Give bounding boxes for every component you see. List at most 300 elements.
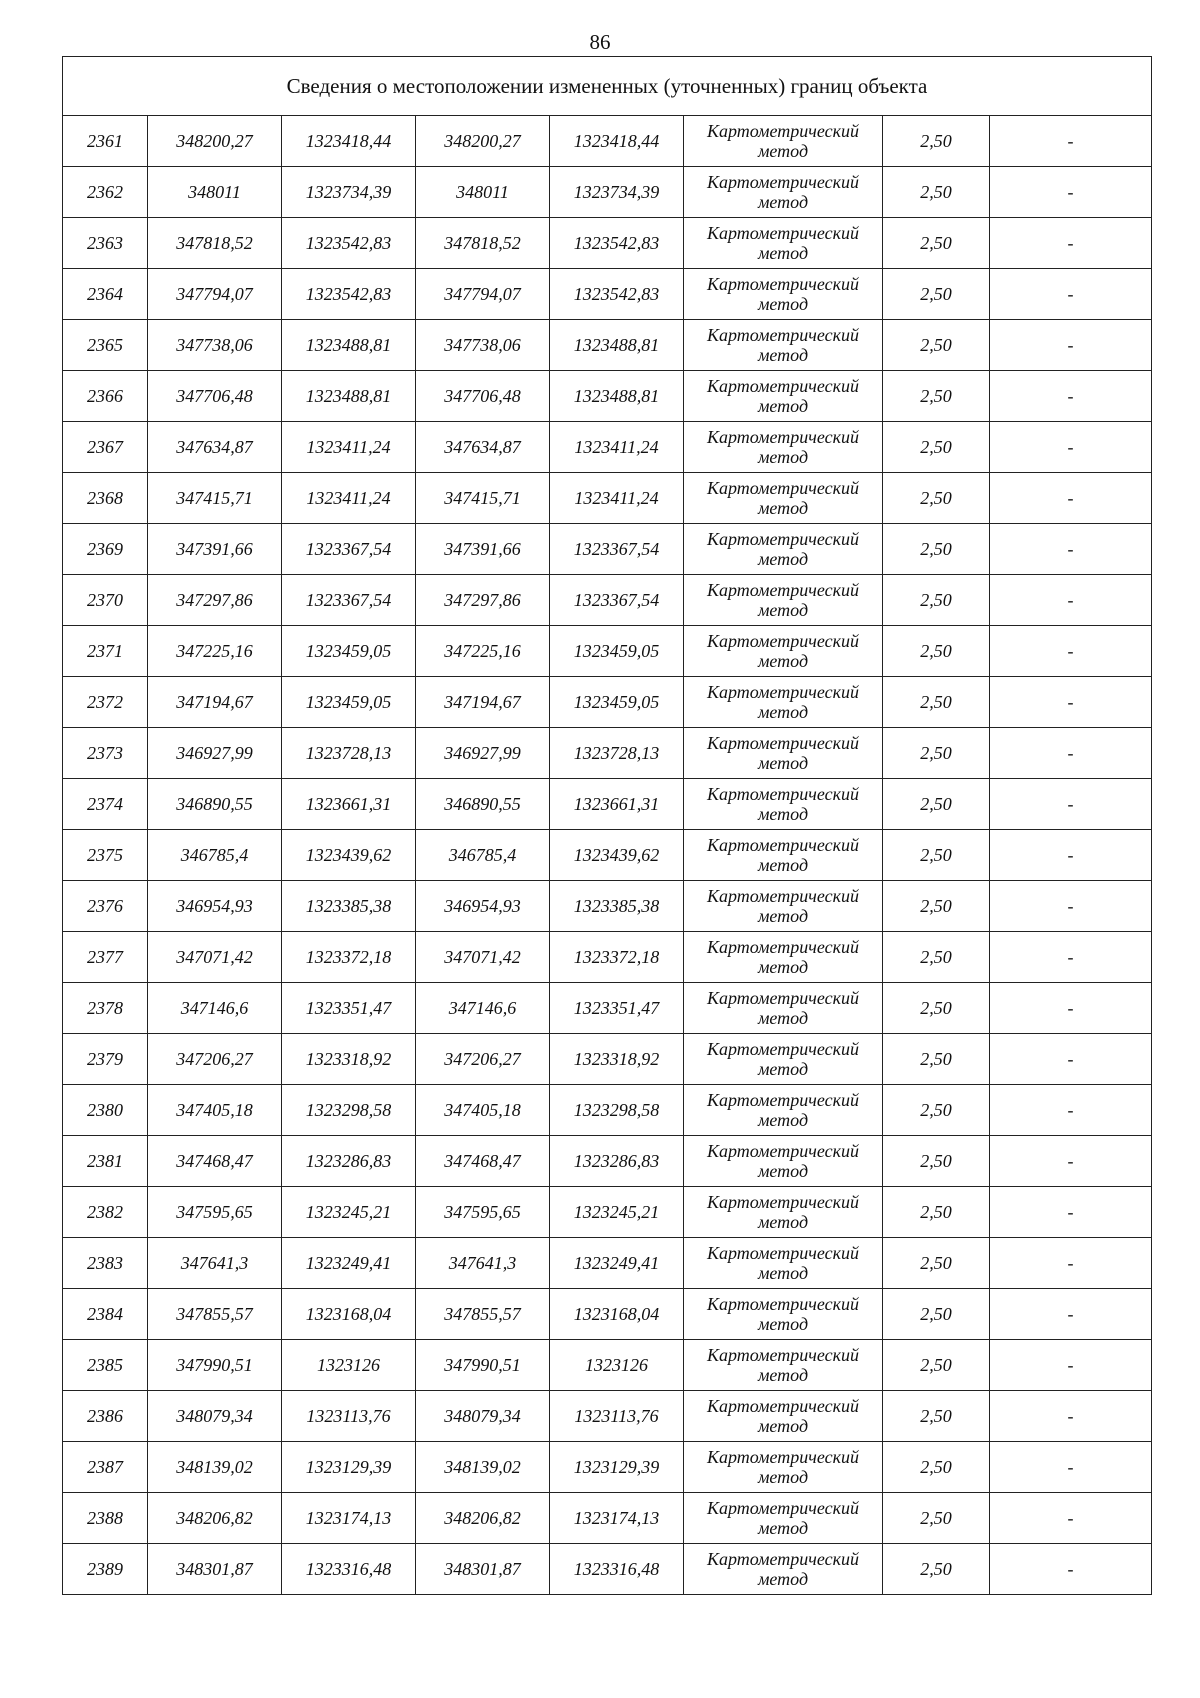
table-row (63, 1034, 1152, 1085)
method-cell (684, 626, 883, 677)
table-row (63, 677, 1152, 728)
table-row (63, 1238, 1152, 1289)
existing-y-cell: 1323318,92 (282, 1034, 416, 1085)
updated-x-cell: 348139,02 (416, 1442, 550, 1493)
updated-x-cell: 348301,87 (416, 1544, 550, 1595)
existing-y-cell: 1323174,13 (282, 1493, 416, 1544)
updated-y-cell: 1323298,58 (550, 1085, 684, 1136)
existing-x-cell: 346785,4 (148, 830, 282, 881)
method-line-2: метод (757, 396, 809, 416)
table-row (63, 422, 1152, 473)
existing-y-cell: 1323113,76 (282, 1391, 416, 1442)
existing-x-cell: 347855,57 (148, 1289, 282, 1340)
existing-x-cell: 347990,51 (148, 1340, 282, 1391)
existing-y-cell: 1323245,21 (282, 1187, 416, 1238)
updated-y-cell: 1323245,21 (550, 1187, 684, 1238)
method-line-2: метод (757, 957, 809, 977)
updated-y-cell: 1323113,76 (550, 1391, 684, 1442)
updated-y-cell: 1323367,54 (550, 524, 684, 575)
existing-y-cell: 1323542,83 (282, 218, 416, 269)
existing-y-cell: 1323488,81 (282, 371, 416, 422)
method-cell (684, 320, 883, 371)
point-number-cell: 2382 (63, 1187, 148, 1238)
note-cell: - (990, 1085, 1152, 1136)
existing-x-cell: 347738,06 (148, 320, 282, 371)
accuracy-cell: 2,50 (883, 881, 990, 932)
existing-x-cell: 348206,82 (148, 1493, 282, 1544)
updated-x-cell: 347641,3 (416, 1238, 550, 1289)
existing-x-cell: 348301,87 (148, 1544, 282, 1595)
method-cell (684, 1340, 883, 1391)
table-row (63, 1442, 1152, 1493)
existing-y-cell: 1323488,81 (282, 320, 416, 371)
existing-y-cell: 1323661,31 (282, 779, 416, 830)
note-cell: - (990, 320, 1152, 371)
accuracy-cell: 2,50 (883, 1391, 990, 1442)
existing-x-cell: 347634,87 (148, 422, 282, 473)
table-row (63, 167, 1152, 218)
table-row (63, 1085, 1152, 1136)
table-row (63, 1544, 1152, 1595)
note-cell: - (990, 677, 1152, 728)
table-row (63, 932, 1152, 983)
method-line-2: метод (757, 804, 809, 824)
updated-y-cell: 1323372,18 (550, 932, 684, 983)
existing-x-cell: 347071,42 (148, 932, 282, 983)
point-number-cell: 2377 (63, 932, 148, 983)
existing-y-cell: 1323126 (282, 1340, 416, 1391)
method-cell (684, 1289, 883, 1340)
existing-y-cell: 1323411,24 (282, 473, 416, 524)
updated-y-cell: 1323249,41 (550, 1238, 684, 1289)
point-number-cell: 2379 (63, 1034, 148, 1085)
method-line-2: метод (757, 1263, 809, 1283)
table-row (63, 218, 1152, 269)
point-number-cell: 2372 (63, 677, 148, 728)
note-cell: - (990, 1187, 1152, 1238)
existing-y-cell: 1323372,18 (282, 932, 416, 983)
updated-x-cell: 347391,66 (416, 524, 550, 575)
note-cell: - (990, 1289, 1152, 1340)
accuracy-cell: 2,50 (883, 1442, 990, 1493)
updated-y-cell: 1323411,24 (550, 473, 684, 524)
method-cell (684, 575, 883, 626)
note-cell: - (990, 1442, 1152, 1493)
point-number-cell: 2376 (63, 881, 148, 932)
table-row (63, 1289, 1152, 1340)
method-line-1: Картометрический (706, 733, 859, 753)
method-cell (684, 1493, 883, 1544)
updated-y-cell: 1323459,05 (550, 626, 684, 677)
method-cell (684, 269, 883, 320)
accuracy-cell: 2,50 (883, 167, 990, 218)
existing-y-cell: 1323728,13 (282, 728, 416, 779)
method-line-1: Картометрический (706, 1447, 859, 1467)
method-line-1: Картометрический (706, 325, 859, 345)
table-row (63, 779, 1152, 830)
existing-x-cell: 348139,02 (148, 1442, 282, 1493)
updated-x-cell: 346890,55 (416, 779, 550, 830)
method-line-1: Картометрический (706, 886, 859, 906)
point-number-cell: 2383 (63, 1238, 148, 1289)
existing-y-cell: 1323459,05 (282, 677, 416, 728)
existing-x-cell: 347468,47 (148, 1136, 282, 1187)
existing-x-cell: 347818,52 (148, 218, 282, 269)
accuracy-cell: 2,50 (883, 728, 990, 779)
updated-x-cell: 347738,06 (416, 320, 550, 371)
updated-y-cell: 1323439,62 (550, 830, 684, 881)
point-number-cell: 2363 (63, 218, 148, 269)
existing-y-cell: 1323351,47 (282, 983, 416, 1034)
updated-x-cell: 347706,48 (416, 371, 550, 422)
updated-x-cell: 348200,27 (416, 116, 550, 167)
note-cell: - (990, 1136, 1152, 1187)
table-row (63, 626, 1152, 677)
note-cell: - (990, 524, 1152, 575)
updated-y-cell: 1323411,24 (550, 422, 684, 473)
method-line-1: Картометрический (706, 1294, 859, 1314)
existing-x-cell: 347391,66 (148, 524, 282, 575)
note-cell: - (990, 728, 1152, 779)
method-line-2: метод (757, 753, 809, 773)
existing-y-cell: 1323367,54 (282, 575, 416, 626)
existing-y-cell: 1323168,04 (282, 1289, 416, 1340)
accuracy-cell: 2,50 (883, 371, 990, 422)
method-line-1: Картометрический (706, 988, 859, 1008)
table-row (63, 983, 1152, 1034)
method-line-1: Картометрический (706, 1243, 859, 1263)
accuracy-cell: 2,50 (883, 1340, 990, 1391)
method-cell (684, 932, 883, 983)
updated-x-cell: 347818,52 (416, 218, 550, 269)
updated-y-cell: 1323488,81 (550, 371, 684, 422)
note-cell: - (990, 932, 1152, 983)
method-line-2: метод (757, 141, 809, 161)
updated-x-cell: 347206,27 (416, 1034, 550, 1085)
method-line-2: метод (757, 1059, 809, 1079)
existing-y-cell: 1323385,38 (282, 881, 416, 932)
table-row (63, 1340, 1152, 1391)
method-line-1: Картометрический (706, 1396, 859, 1416)
method-line-1: Картометрический (706, 427, 859, 447)
table-row (63, 524, 1152, 575)
updated-x-cell: 347794,07 (416, 269, 550, 320)
existing-x-cell: 348079,34 (148, 1391, 282, 1442)
updated-y-cell: 1323316,48 (550, 1544, 684, 1595)
table-row (63, 320, 1152, 371)
existing-y-cell: 1323734,39 (282, 167, 416, 218)
boundary-coordinates-table (62, 56, 1152, 1595)
accuracy-cell: 2,50 (883, 677, 990, 728)
point-number-cell: 2365 (63, 320, 148, 371)
note-cell: - (990, 1340, 1152, 1391)
table-row (63, 1391, 1152, 1442)
method-line-2: метод (757, 1518, 809, 1538)
note-cell: - (990, 575, 1152, 626)
existing-y-cell: 1323439,62 (282, 830, 416, 881)
table-row (63, 1493, 1152, 1544)
existing-y-cell: 1323542,83 (282, 269, 416, 320)
point-number-cell: 2384 (63, 1289, 148, 1340)
method-line-1: Картометрический (706, 1549, 859, 1569)
existing-x-cell: 347225,16 (148, 626, 282, 677)
method-cell (684, 422, 883, 473)
accuracy-cell: 2,50 (883, 218, 990, 269)
table-row (63, 575, 1152, 626)
existing-y-cell: 1323249,41 (282, 1238, 416, 1289)
updated-y-cell: 1323459,05 (550, 677, 684, 728)
note-cell: - (990, 473, 1152, 524)
note-cell: - (990, 1544, 1152, 1595)
table-row (63, 830, 1152, 881)
method-line-1: Картометрический (706, 223, 859, 243)
table-row (63, 473, 1152, 524)
updated-y-cell: 1323542,83 (550, 269, 684, 320)
existing-y-cell: 1323411,24 (282, 422, 416, 473)
note-cell: - (990, 830, 1152, 881)
point-number-cell: 2389 (63, 1544, 148, 1595)
accuracy-cell: 2,50 (883, 1493, 990, 1544)
method-cell (684, 1391, 883, 1442)
existing-x-cell: 347415,71 (148, 473, 282, 524)
method-cell (684, 218, 883, 269)
existing-x-cell: 347206,27 (148, 1034, 282, 1085)
existing-x-cell: 347595,65 (148, 1187, 282, 1238)
table-row (63, 116, 1152, 167)
method-line-2: метод (757, 906, 809, 926)
point-number-cell: 2378 (63, 983, 148, 1034)
method-line-2: метод (757, 345, 809, 365)
note-cell: - (990, 1493, 1152, 1544)
table-row (63, 881, 1152, 932)
accuracy-cell: 2,50 (883, 830, 990, 881)
method-cell (684, 524, 883, 575)
existing-x-cell: 347297,86 (148, 575, 282, 626)
method-line-2: метод (757, 549, 809, 569)
table-row (63, 1187, 1152, 1238)
updated-x-cell: 347634,87 (416, 422, 550, 473)
existing-y-cell: 1323459,05 (282, 626, 416, 677)
method-line-2: метод (757, 855, 809, 875)
updated-y-cell: 1323126 (550, 1340, 684, 1391)
existing-y-cell: 1323418,44 (282, 116, 416, 167)
method-line-2: метод (757, 1110, 809, 1130)
accuracy-cell: 2,50 (883, 473, 990, 524)
note-cell: - (990, 626, 1152, 677)
page-number: 86 (589, 30, 611, 54)
method-line-2: метод (757, 1365, 809, 1385)
method-line-1: Картометрический (706, 937, 859, 957)
updated-x-cell: 347194,67 (416, 677, 550, 728)
updated-y-cell: 1323385,38 (550, 881, 684, 932)
accuracy-cell: 2,50 (883, 1544, 990, 1595)
note-cell: - (990, 218, 1152, 269)
updated-x-cell: 348079,34 (416, 1391, 550, 1442)
table-row (63, 728, 1152, 779)
note-cell: - (990, 881, 1152, 932)
method-line-2: метод (757, 651, 809, 671)
point-number-cell: 2388 (63, 1493, 148, 1544)
accuracy-cell: 2,50 (883, 1034, 990, 1085)
method-line-1: Картометрический (706, 478, 859, 498)
updated-x-cell: 346785,4 (416, 830, 550, 881)
point-number-cell: 2362 (63, 167, 148, 218)
method-cell (684, 830, 883, 881)
method-line-2: метод (757, 192, 809, 212)
updated-x-cell: 347297,86 (416, 575, 550, 626)
method-line-2: метод (757, 702, 809, 722)
accuracy-cell: 2,50 (883, 1085, 990, 1136)
accuracy-cell: 2,50 (883, 269, 990, 320)
method-cell (684, 1136, 883, 1187)
method-line-2: метод (757, 1467, 809, 1487)
method-line-2: метод (757, 1161, 809, 1181)
note-cell: - (990, 779, 1152, 830)
point-number-cell: 2380 (63, 1085, 148, 1136)
updated-x-cell: 346954,93 (416, 881, 550, 932)
updated-y-cell: 1323129,39 (550, 1442, 684, 1493)
method-line-1: Картометрический (706, 580, 859, 600)
updated-y-cell: 1323542,83 (550, 218, 684, 269)
accuracy-cell: 2,50 (883, 1187, 990, 1238)
existing-y-cell: 1323298,58 (282, 1085, 416, 1136)
accuracy-cell: 2,50 (883, 1136, 990, 1187)
accuracy-cell: 2,50 (883, 932, 990, 983)
existing-x-cell: 348200,27 (148, 116, 282, 167)
method-line-2: метод (757, 243, 809, 263)
point-number-cell: 2370 (63, 575, 148, 626)
method-cell (684, 1085, 883, 1136)
updated-x-cell: 346927,99 (416, 728, 550, 779)
updated-x-cell: 348011 (416, 167, 550, 218)
point-number-cell: 2375 (63, 830, 148, 881)
point-number-cell: 2371 (63, 626, 148, 677)
note-cell: - (990, 1238, 1152, 1289)
method-line-1: Картометрический (706, 835, 859, 855)
method-line-1: Картометрический (706, 682, 859, 702)
method-line-1: Картометрический (706, 631, 859, 651)
accuracy-cell: 2,50 (883, 320, 990, 371)
note-cell: - (990, 167, 1152, 218)
method-line-1: Картометрический (706, 1498, 859, 1518)
method-line-2: метод (757, 498, 809, 518)
existing-x-cell: 347706,48 (148, 371, 282, 422)
updated-y-cell: 1323174,13 (550, 1493, 684, 1544)
point-number-cell: 2364 (63, 269, 148, 320)
updated-y-cell: 1323168,04 (550, 1289, 684, 1340)
method-line-1: Картометрический (706, 172, 859, 192)
method-line-1: Картометрический (706, 274, 859, 294)
method-cell (684, 473, 883, 524)
note-cell: - (990, 269, 1152, 320)
table-row (63, 269, 1152, 320)
point-number-cell: 2373 (63, 728, 148, 779)
method-cell (684, 1442, 883, 1493)
point-number-cell: 2361 (63, 116, 148, 167)
point-number-cell: 2367 (63, 422, 148, 473)
updated-y-cell: 1323734,39 (550, 167, 684, 218)
existing-x-cell: 348011 (148, 167, 282, 218)
updated-y-cell: 1323351,47 (550, 983, 684, 1034)
method-line-1: Картометрический (706, 1192, 859, 1212)
table-row (63, 371, 1152, 422)
updated-x-cell: 347146,6 (416, 983, 550, 1034)
method-cell (684, 728, 883, 779)
method-line-2: метод (757, 1008, 809, 1028)
existing-y-cell: 1323316,48 (282, 1544, 416, 1595)
accuracy-cell: 2,50 (883, 524, 990, 575)
note-cell: - (990, 1034, 1152, 1085)
note-cell: - (990, 983, 1152, 1034)
updated-x-cell: 347855,57 (416, 1289, 550, 1340)
accuracy-cell: 2,50 (883, 1238, 990, 1289)
method-line-1: Картометрический (706, 121, 859, 141)
updated-x-cell: 347071,42 (416, 932, 550, 983)
method-cell (684, 881, 883, 932)
method-cell (684, 1187, 883, 1238)
updated-x-cell: 347415,71 (416, 473, 550, 524)
table-row (63, 1136, 1152, 1187)
method-cell (684, 371, 883, 422)
accuracy-cell: 2,50 (883, 779, 990, 830)
existing-y-cell: 1323129,39 (282, 1442, 416, 1493)
updated-x-cell: 347405,18 (416, 1085, 550, 1136)
existing-x-cell: 346954,93 (148, 881, 282, 932)
method-cell (684, 1034, 883, 1085)
note-cell: - (990, 371, 1152, 422)
updated-y-cell: 1323286,83 (550, 1136, 684, 1187)
method-cell (684, 983, 883, 1034)
method-line-1: Картометрический (706, 1039, 859, 1059)
point-number-cell: 2374 (63, 779, 148, 830)
method-line-1: Картометрический (706, 376, 859, 396)
existing-y-cell: 1323286,83 (282, 1136, 416, 1187)
existing-x-cell: 346927,99 (148, 728, 282, 779)
existing-y-cell: 1323367,54 (282, 524, 416, 575)
updated-y-cell: 1323418,44 (550, 116, 684, 167)
accuracy-cell: 2,50 (883, 116, 990, 167)
updated-y-cell: 1323661,31 (550, 779, 684, 830)
method-cell (684, 116, 883, 167)
accuracy-cell: 2,50 (883, 575, 990, 626)
method-line-2: метод (757, 447, 809, 467)
method-line-1: Картометрический (706, 1345, 859, 1365)
updated-x-cell: 347990,51 (416, 1340, 550, 1391)
note-cell: - (990, 422, 1152, 473)
existing-x-cell: 347794,07 (148, 269, 282, 320)
method-cell (684, 677, 883, 728)
method-cell (684, 1544, 883, 1595)
method-line-2: метод (757, 1569, 809, 1589)
method-cell (684, 1238, 883, 1289)
point-number-cell: 2386 (63, 1391, 148, 1442)
method-cell (684, 779, 883, 830)
method-line-1: Картометрический (706, 784, 859, 804)
point-number-cell: 2387 (63, 1442, 148, 1493)
updated-y-cell: 1323488,81 (550, 320, 684, 371)
point-number-cell: 2381 (63, 1136, 148, 1187)
method-line-1: Картометрический (706, 1090, 859, 1110)
point-number-cell: 2366 (63, 371, 148, 422)
updated-y-cell: 1323318,92 (550, 1034, 684, 1085)
updated-x-cell: 348206,82 (416, 1493, 550, 1544)
updated-x-cell: 347468,47 (416, 1136, 550, 1187)
existing-x-cell: 347146,6 (148, 983, 282, 1034)
accuracy-cell: 2,50 (883, 626, 990, 677)
existing-x-cell: 346890,55 (148, 779, 282, 830)
table-body (63, 116, 1152, 1595)
updated-x-cell: 347595,65 (416, 1187, 550, 1238)
